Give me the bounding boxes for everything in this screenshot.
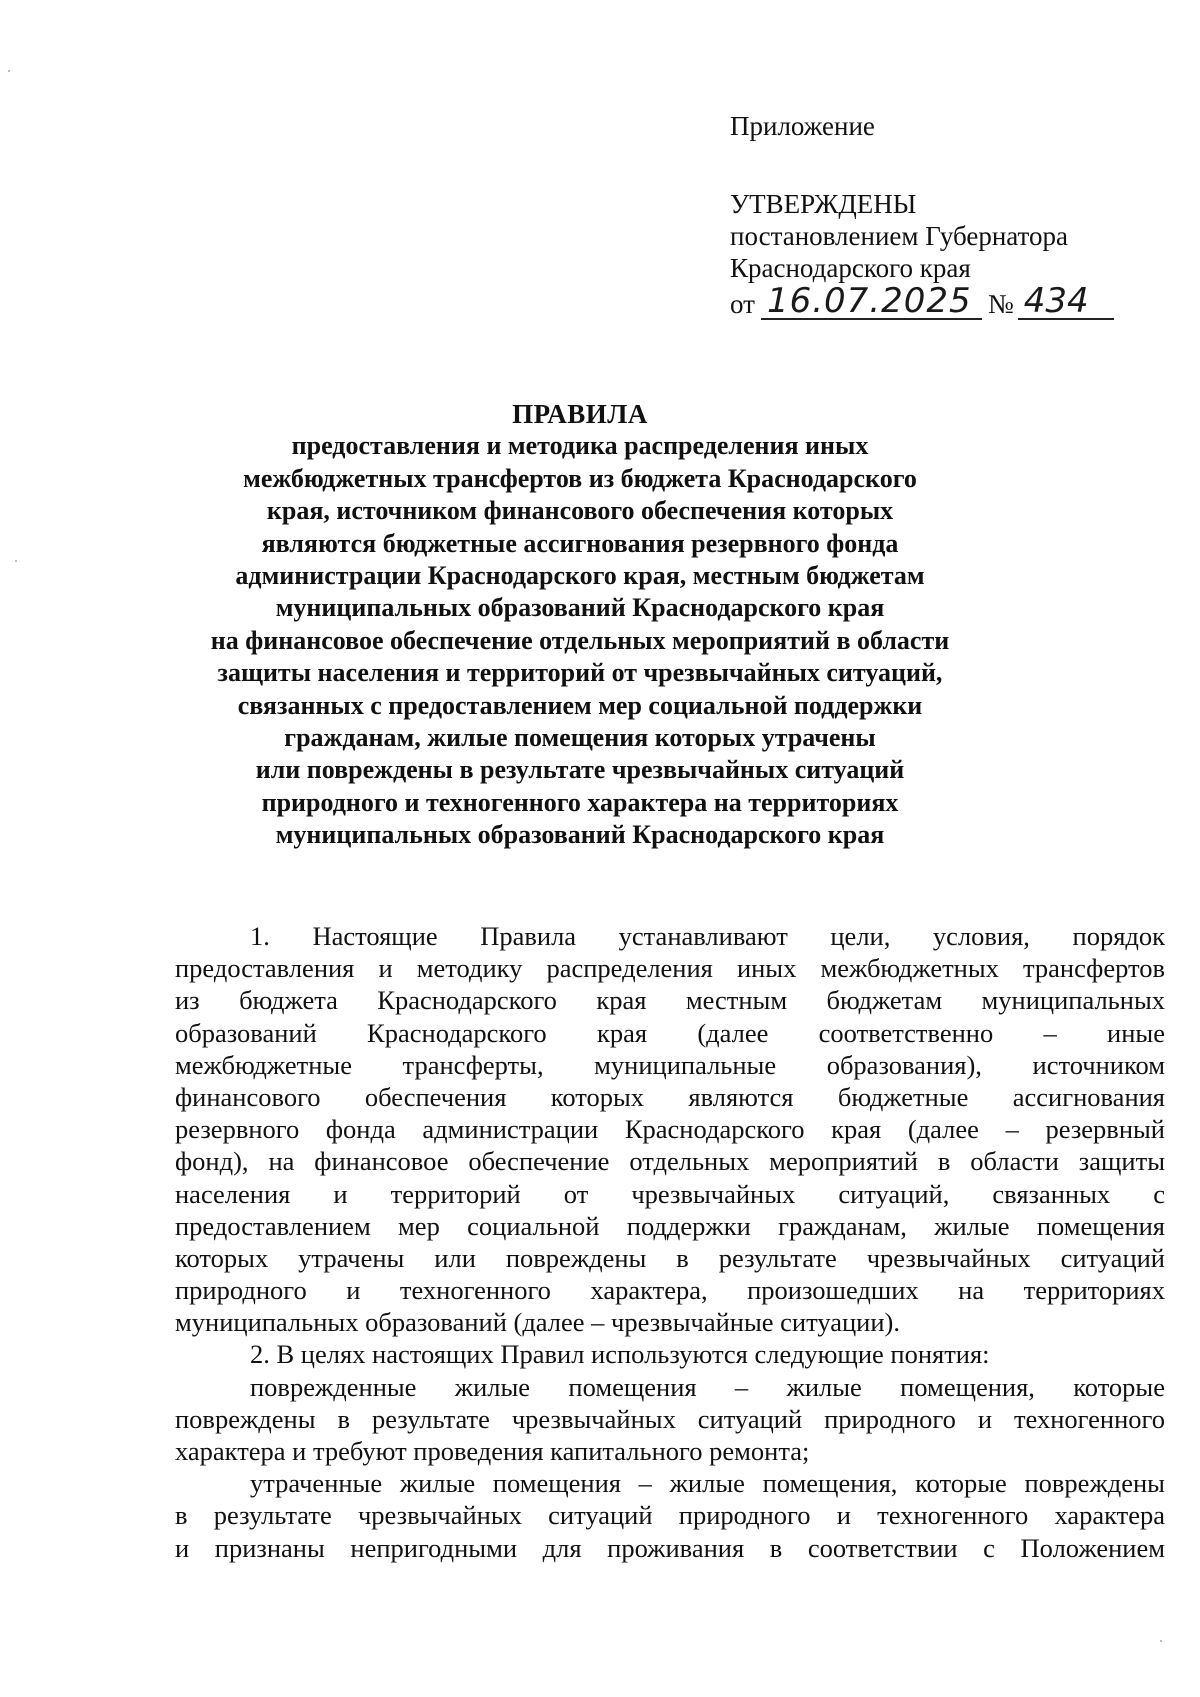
- body-line: предоставления и методику распределения иных межбюджетных трансфертов: [175, 953, 1165, 984]
- title-line: муниципальных образований Краснодарского края: [275, 593, 885, 623]
- title-line: природного и техногенного характера на территориях: [261, 787, 899, 817]
- handwritten-number: 434: [1018, 284, 1114, 320]
- title-main: ПРАВИЛА: [512, 399, 648, 429]
- body-line: в результате чрезвычайных ситуаций природного и техногенного характера: [175, 1500, 1165, 1531]
- title-line: гражданам, жилые помещения которых утрачены: [284, 723, 876, 753]
- body-line: финансового обеспечения которых являются бюджетные ассигнования: [175, 1081, 1165, 1112]
- decree-label: постановлением Губернатора: [730, 221, 1068, 251]
- approval-stamp-block: [730, 110, 1130, 320]
- body-line: характера и требуют проведения капитального ремонта;: [175, 1436, 810, 1466]
- document-title: [175, 398, 985, 852]
- body-line: и признаны непригодными для проживания в соответствии с Положением: [175, 1532, 1165, 1563]
- body-line: утраченные жилые помещения – жилые помещения, которые повреждены: [250, 1468, 1165, 1499]
- title-line: предоставления и методика распределения иных: [291, 431, 869, 461]
- body-line: фонд), на финансовое обеспечение отдельных мероприятий в области защиты: [175, 1146, 1165, 1177]
- title-line: защиты населения и территорий от чрезвычайных ситуаций,: [217, 658, 943, 688]
- title-line: или повреждены в результате чрезвычайных ситуаций: [255, 755, 905, 785]
- document-body: [175, 920, 1165, 1564]
- body-line: которых утрачены или повреждены в результате чрезвычайных ситуаций: [175, 1242, 1165, 1273]
- title-line: края, источником финансового обеспечения которых: [266, 496, 894, 526]
- title-line: муниципальных образований Краснодарского края: [275, 820, 885, 850]
- body-line: 2. В целях настоящих Правил используются следующие понятия:: [250, 1339, 990, 1370]
- date-prefix: от: [730, 289, 755, 319]
- body-line: межбюджетные трансферты, муниципальные образования), источником: [175, 1049, 1165, 1080]
- number-sign: №: [987, 289, 1014, 319]
- body-line: поврежденные жилые помещения – жилые помещения, которые: [250, 1371, 1165, 1402]
- body-line: населения и территорий от чрезвычайных ситуаций, связанных с: [175, 1178, 1165, 1209]
- title-line: на финансовое обеспечение отдельных мероприятий в области: [210, 625, 950, 655]
- body-line: резервного фонда администрации Краснодарского края (далее – резервный: [175, 1114, 1165, 1145]
- spacer: [730, 142, 1130, 188]
- title-line: связанных с предоставлением мер социальной поддержки: [237, 690, 923, 720]
- appendix-label: Приложение: [730, 111, 875, 141]
- handwritten-date: 16.07.2025: [761, 284, 982, 320]
- body-line: предоставлением мер социальной поддержки гражданам, жилые помещения: [175, 1210, 1165, 1241]
- decree-date-line: [730, 281, 1130, 321]
- body-line: повреждены в результате чрезвычайных ситуаций природного и техногенного: [175, 1403, 1165, 1434]
- region-label: Краснодарского края: [730, 253, 971, 283]
- approved-label: УТВЕРЖДЕНЫ: [730, 189, 917, 219]
- body-line: образований Краснодарского края (далее соответственно – иные: [175, 1017, 1165, 1048]
- body-line: муниципальных образований (далее – чрезвычайные ситуации).: [175, 1307, 900, 1338]
- body-line: природного и техногенного характера, произошедших на территориях: [175, 1275, 1165, 1306]
- scan-artifact: [8, 70, 10, 72]
- scan-artifact: [15, 560, 17, 562]
- body-line: из бюджета Краснодарского края местным бюджетам муниципальных: [175, 985, 1165, 1016]
- title-line: администрации Краснодарского края, местным бюджетам: [235, 561, 925, 591]
- title-line: являются бюджетные ассигнования резервного фонда: [261, 528, 899, 558]
- body-line: 1. Настоящие Правила устанавливают цели, условия, порядок: [250, 921, 1165, 951]
- title-line: межбюджетных трансфертов из бюджета Краснодарского: [243, 463, 917, 493]
- scan-artifact: [1160, 1640, 1162, 1642]
